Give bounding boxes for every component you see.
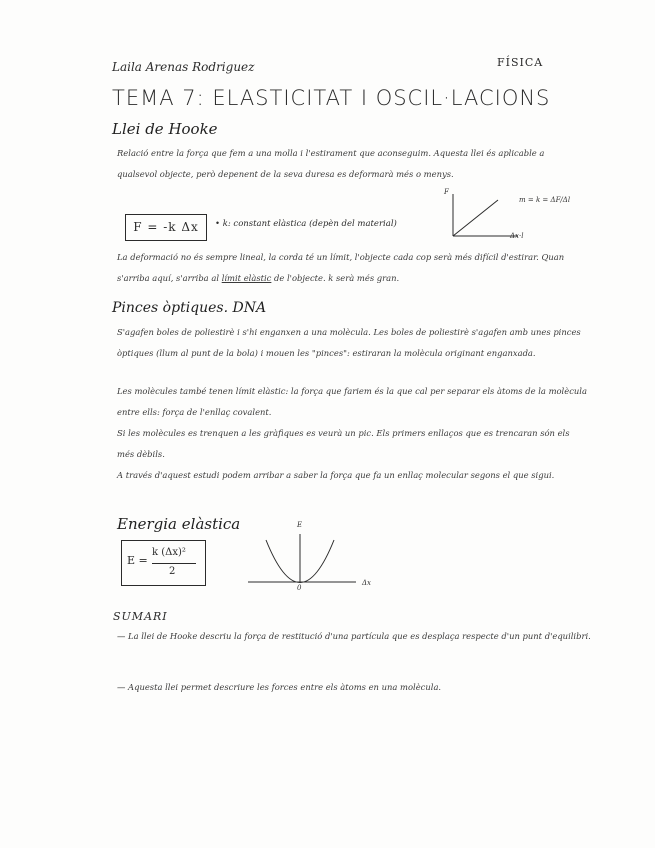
tweezers-heading: Pinces òptiques. DNA bbox=[112, 300, 267, 316]
tweezers-p4: A través d'aquest estudi podem arribar a saber la força que fa un enllaç molecular segons el que sigui. bbox=[117, 470, 555, 480]
energy-formula-denominator: 2 bbox=[169, 566, 176, 577]
deformation-paragraph bbox=[117, 247, 587, 289]
hooke-formula-box bbox=[125, 214, 207, 241]
energy-formula-lhs: E = bbox=[127, 554, 148, 567]
summary-item-2: — Aquesta llei permet descriure les forces entre els àtoms en una molècula. bbox=[117, 682, 442, 692]
energy-graph-x-label: Δx bbox=[362, 579, 372, 587]
hooke-graph-x-label: Δx·l bbox=[510, 232, 524, 240]
energy-formula-box bbox=[121, 540, 206, 586]
deformation-text-a: La deformació no és sempre lineal, la corda té un límit, l'objecte cada cop serà més difícil d'estirar. Quan s'arriba aquí, s'arriba al bbox=[117, 252, 565, 283]
energy-graph-y-label: E bbox=[297, 521, 303, 529]
tweezers-p3: Si les molècules es trenquen a les gràfiques es veurà un pic. Els primers enllaços que es trencaran són els més dèbils. bbox=[117, 428, 570, 459]
summary-heading: SUMARI bbox=[113, 610, 168, 623]
hooke-intro: Relació entre la força que fem a una molla i l'estirament que aconseguim. Aquesta llei és aplicable a qualsevol objecte, però depenent de la seva duresa es deformarà més o menys. bbox=[117, 148, 545, 179]
elastic-energy-heading: Energia elàstica bbox=[117, 515, 241, 533]
hooke-graph-y-label: F bbox=[444, 188, 449, 196]
author-name: Laila Arenas Rodriguez bbox=[112, 60, 255, 74]
summary-item-1: — La llei de Hooke descriu la força de restitució d'una partícula que es desplaça respecte d'un punt d'equilibri. bbox=[117, 631, 591, 641]
tweezers-p2: Les molècules també tenen límit elàstic: la força que fariem és la que cal per separar els àtoms de la molècula entre ells: força de l'enllaç covalent. bbox=[117, 386, 587, 417]
k-note: • k: constant elàstica (depèn del material) bbox=[215, 219, 397, 229]
energy-fraction-bar bbox=[152, 563, 196, 564]
hooke-graph-slope: m = k = ΔF/Δl bbox=[519, 196, 571, 204]
hooke-formula: F = -k Δx bbox=[133, 220, 199, 234]
tweezers-p1: S'agafen boles de poliestirè i s'hi enganxen a una molècula. Les boles de poliestirè s'agafen amb unes pinces òptiques (llum al punt de la bola) i mouen les "pinces": estiraran la molècula originant enganxada. bbox=[117, 327, 581, 358]
energy-graph bbox=[248, 530, 358, 590]
page-title: TEMA 7: ELASTICITAT I OSCIL·LACIONS bbox=[112, 86, 551, 110]
hooke-graph bbox=[448, 192, 518, 242]
elastic-limit-term: límit elàstic bbox=[221, 273, 272, 283]
deformation-text-b: de l'objecte. k serà més gran. bbox=[271, 273, 400, 283]
subject-label: FÍSICA bbox=[497, 56, 544, 69]
energy-formula-numerator: k (Δx)² bbox=[152, 547, 186, 558]
hooke-heading: Llei de Hooke bbox=[112, 120, 218, 138]
energy-graph-origin: 0 bbox=[297, 584, 302, 592]
